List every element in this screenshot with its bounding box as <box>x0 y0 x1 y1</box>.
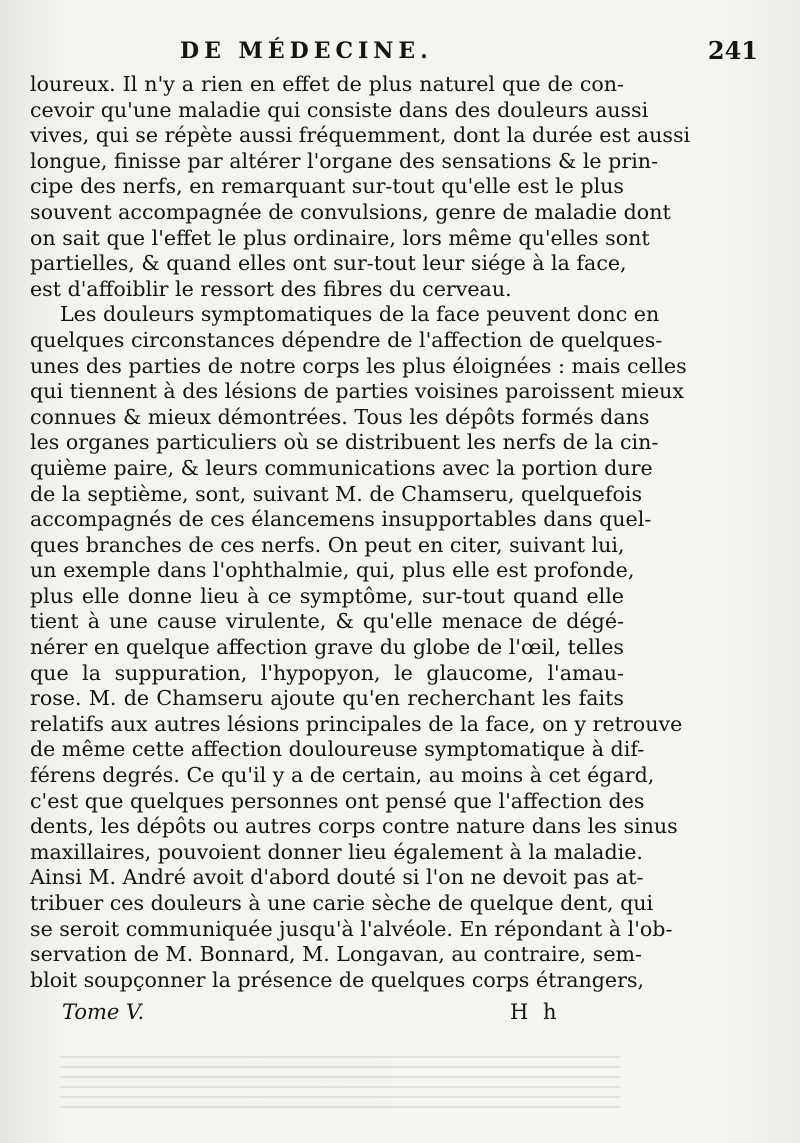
text-line: ques branches de ces nerfs. On peut en citer, suivant lui, <box>30 532 625 557</box>
text-line: tribuer ces douleurs à une carie sèche de quelque dent, qui <box>30 891 654 915</box>
text-line: bloit soupçonner la présence de quelques corps étrangers, <box>30 967 645 992</box>
text-line: cipe des nerfs, en remarquant sur-tout qu'elle est le plus <box>30 174 624 199</box>
text-line: de même cette affection douloureuse symptomatique à dif- <box>30 737 645 762</box>
text-line: partielles, & quand elles ont sur-tout leur siége à la face, <box>30 251 627 276</box>
text-line: férens degrés. Ce qu'il y a de certain, au moins à cet égard, <box>30 763 655 788</box>
text-line: nérer en quelque affection grave du globe de l'œil, telles <box>30 635 624 660</box>
text-line: de la septième, sont, suivant M. de Chamseru, quelquefois <box>30 481 643 506</box>
page-header <box>180 38 758 68</box>
body-text <box>30 72 691 993</box>
text-line: est d'affoiblir le ressort des fibres du cerveau. <box>30 276 512 301</box>
text-line: maxillaires, pouvoient donner lieu également à la maladie. <box>30 839 643 864</box>
text-line: un exemple dans l'ophthalmie, qui, plus elle est profonde, <box>30 558 635 583</box>
text-line: quelques circonstances dépendre de l'affection de quelques- <box>30 327 663 352</box>
text-line: longue, finisse par altérer l'organe des sensations & le prin- <box>30 148 658 173</box>
signature-mark: H h <box>510 1000 561 1024</box>
text-line: vives, qui se répète aussi fréquemment, dont la durée est aussi <box>30 123 691 148</box>
text-line: Ainsi M. André avoit d'abord douté si l'on ne devoit pas at- <box>30 865 644 890</box>
text-line: cevoir qu'une maladie qui consiste dans des douleurs aussi <box>30 97 649 122</box>
text-line: souvent accompagnée de convulsions, genre de maladie dont <box>30 199 671 224</box>
text-line: que la suppuration, l'hypopyon, le glaucome, l'amau- <box>30 660 624 685</box>
running-title: DE MÉDECINE. <box>180 38 433 64</box>
show-through-texture <box>60 1048 620 1108</box>
text-line: dents, les dépôts ou autres corps contre nature dans les sinus <box>30 814 678 839</box>
text-line: tient à une cause virulente, & qu'elle menace de dégé- <box>30 609 624 634</box>
volume-label: Tome V. <box>62 1000 145 1024</box>
text-line: relatifs aux autres lésions principales de la face, on y retrouve <box>30 711 683 736</box>
text-line: connues & mieux démontrées. Tous les dépôts formés dans <box>30 404 650 429</box>
text-line: unes des parties de notre corps les plus éloignées : mais celles <box>30 353 687 378</box>
text-line: se seroit communiquée jusqu'à l'alvéole. En répondant à l'ob- <box>30 916 673 941</box>
text-line: rose. M. de Chamseru ajoute qu'en recherchant les faits <box>30 686 624 711</box>
text-line: loureux. Il n'y a rien en effet de plus naturel que de con- <box>30 72 624 96</box>
paragraph-start-line: Les douleurs symptomatiques de la face peuvent donc en <box>60 302 660 327</box>
text-line: on sait que l'effet le plus ordinaire, lors même qu'elles sont <box>30 225 650 250</box>
text-line: les organes particuliers où se distribuent les nerfs de la cin- <box>30 430 659 455</box>
text-line: qui tiennent à des lésions de parties voisines paroissent mieux <box>30 379 685 404</box>
page-footer <box>62 1000 712 1030</box>
text-line: plus elle donne lieu à ce symptôme, sur-tout quand elle <box>30 583 624 608</box>
text-line: c'est que quelques personnes ont pensé que l'affection des <box>30 788 645 813</box>
text-line: quième paire, & leurs communications avec la portion dure <box>30 455 653 480</box>
text-line: accompagnés de ces élancemens insupportables dans quel- <box>30 507 652 532</box>
page-number: 241 <box>707 36 758 65</box>
text-line: servation de M. Bonnard, M. Longavan, au contraire, sem- <box>30 942 643 967</box>
